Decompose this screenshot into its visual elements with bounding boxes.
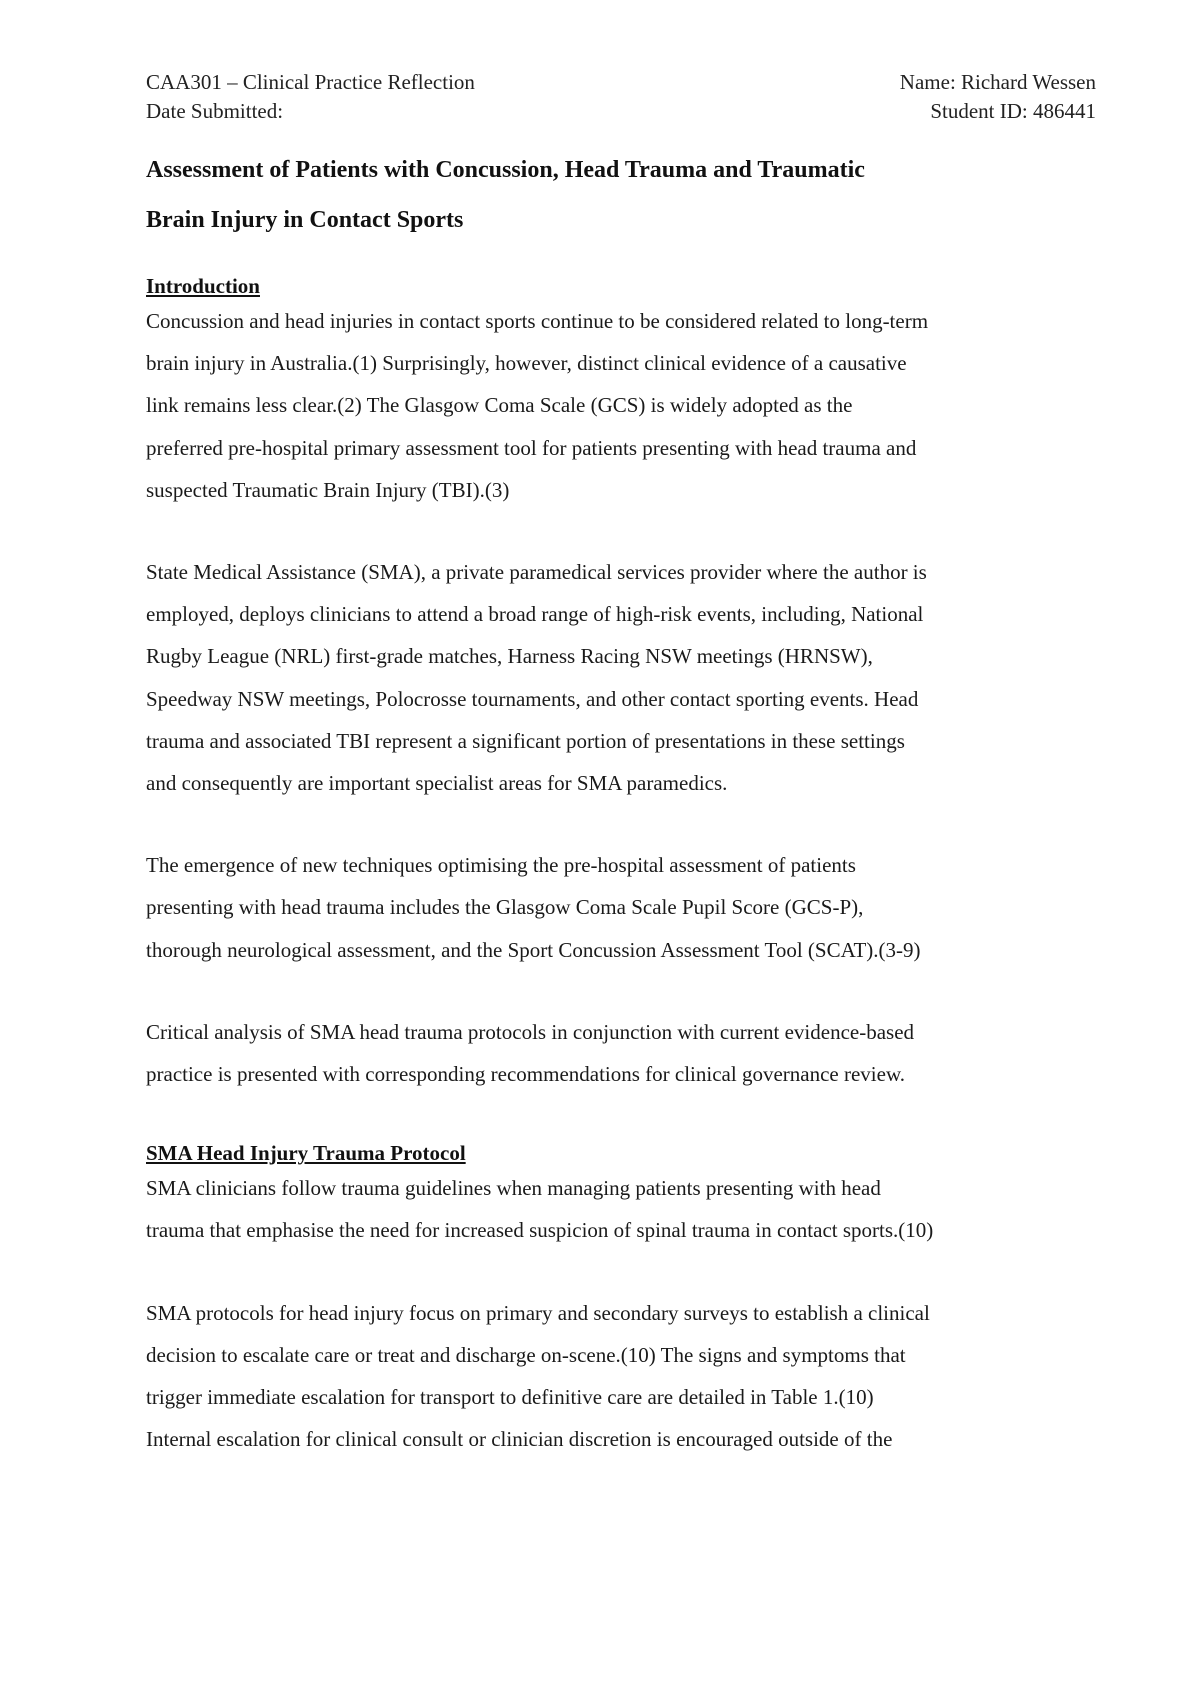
- text-line: trauma that emphasise the need for increased suspicion of spinal trauma in contact sports.(10): [146, 1218, 934, 1243]
- title-line-1: Assessment of Patients with Concussion, Head Trauma and Traumatic: [146, 157, 865, 183]
- text-line: Rugby League (NRL) first-grade matches, Harness Racing NSW meetings (HRNSW),: [146, 644, 873, 669]
- text-line: thorough neurological assessment, and the Sport Concussion Assessment Tool (SCAT).(3-9): [146, 937, 921, 962]
- sma-paragraph-1: [146, 1167, 1096, 1251]
- text-line: decision to escalate care or treat and discharge on-scene.(10) The signs and symptoms that: [146, 1342, 906, 1367]
- title-line-2: Brain Injury in Contact Sports: [146, 207, 464, 233]
- intro-paragraph-3: [146, 844, 1096, 971]
- text-line: SMA protocols for head injury focus on primary and secondary surveys to establish a clinical: [146, 1300, 930, 1325]
- student-name: Name: Richard Wessen: [899, 70, 1096, 94]
- text-line: employed, deploys clinicians to attend a broad range of high-risk events, including, National: [146, 602, 924, 627]
- paragraph-gap: [146, 511, 1096, 551]
- intro-paragraph-2: [146, 551, 1096, 804]
- page-content: [146, 68, 1096, 1460]
- sma-protocol-heading: SMA Head Injury Trauma Protocol: [146, 1141, 466, 1166]
- header-row-1: [146, 68, 1096, 97]
- text-line: trauma and associated TBI represent a significant portion of presentations in these settings: [146, 728, 905, 753]
- paragraph-gap: [146, 804, 1096, 844]
- text-line: Speedway NSW meetings, Polocrosse tournaments, and other contact sporting events. Head: [146, 686, 919, 711]
- intro-paragraph-4: [146, 1011, 1096, 1095]
- document-title: [146, 145, 1096, 245]
- text-line: presenting with head trauma includes the Glasgow Coma Scale Pupil Score (GCS-P),: [146, 895, 864, 920]
- paragraph-gap: [146, 1252, 1096, 1292]
- student-id: Student ID: 486441: [930, 99, 1096, 123]
- text-line: link remains less clear.(2) The Glasgow Coma Scale (GCS) is widely adopted as the: [146, 393, 853, 418]
- introduction-heading: Introduction: [146, 274, 260, 298]
- text-line: Internal escalation for clinical consult or clinician discretion is encouraged outside of the: [146, 1427, 893, 1452]
- text-line: Critical analysis of SMA head trauma protocols in conjunction with current evidence-based: [146, 1019, 915, 1044]
- text-line: State Medical Assistance (SMA), a private paramedical services provider where the author is: [146, 560, 927, 585]
- course-title: CAA301 – Clinical Practice Reflection: [146, 70, 475, 94]
- text-line: and consequently are important specialist areas for SMA paramedics.: [146, 771, 728, 796]
- text-line: The emergence of new techniques optimising the pre-hospital assessment of patients: [146, 853, 856, 878]
- text-line: trigger immediate escalation for transport to definitive care are detailed in Table 1.(10): [146, 1385, 874, 1410]
- text-line: SMA clinicians follow trauma guidelines when managing patients presenting with head: [146, 1176, 881, 1201]
- text-line: suspected Traumatic Brain Injury (TBI).(3): [146, 477, 510, 502]
- intro-paragraph-1: [146, 300, 1096, 511]
- paragraph-gap: [146, 971, 1096, 1011]
- text-line: preferred pre-hospital primary assessment tool for patients presenting with head trauma and: [146, 435, 917, 460]
- document-header: [146, 68, 1096, 126]
- text-line: practice is presented with corresponding recommendations for clinical governance review.: [146, 1062, 906, 1087]
- text-line: brain injury in Australia.(1) Surprisingly, however, distinct clinical evidence of a causative: [146, 351, 907, 376]
- text-line: Concussion and head injuries in contact sports continue to be considered related to long-term: [146, 309, 929, 333]
- date-submitted: Date Submitted:: [146, 99, 284, 123]
- header-row-2: [146, 97, 1096, 126]
- sma-paragraph-2: [146, 1292, 1096, 1461]
